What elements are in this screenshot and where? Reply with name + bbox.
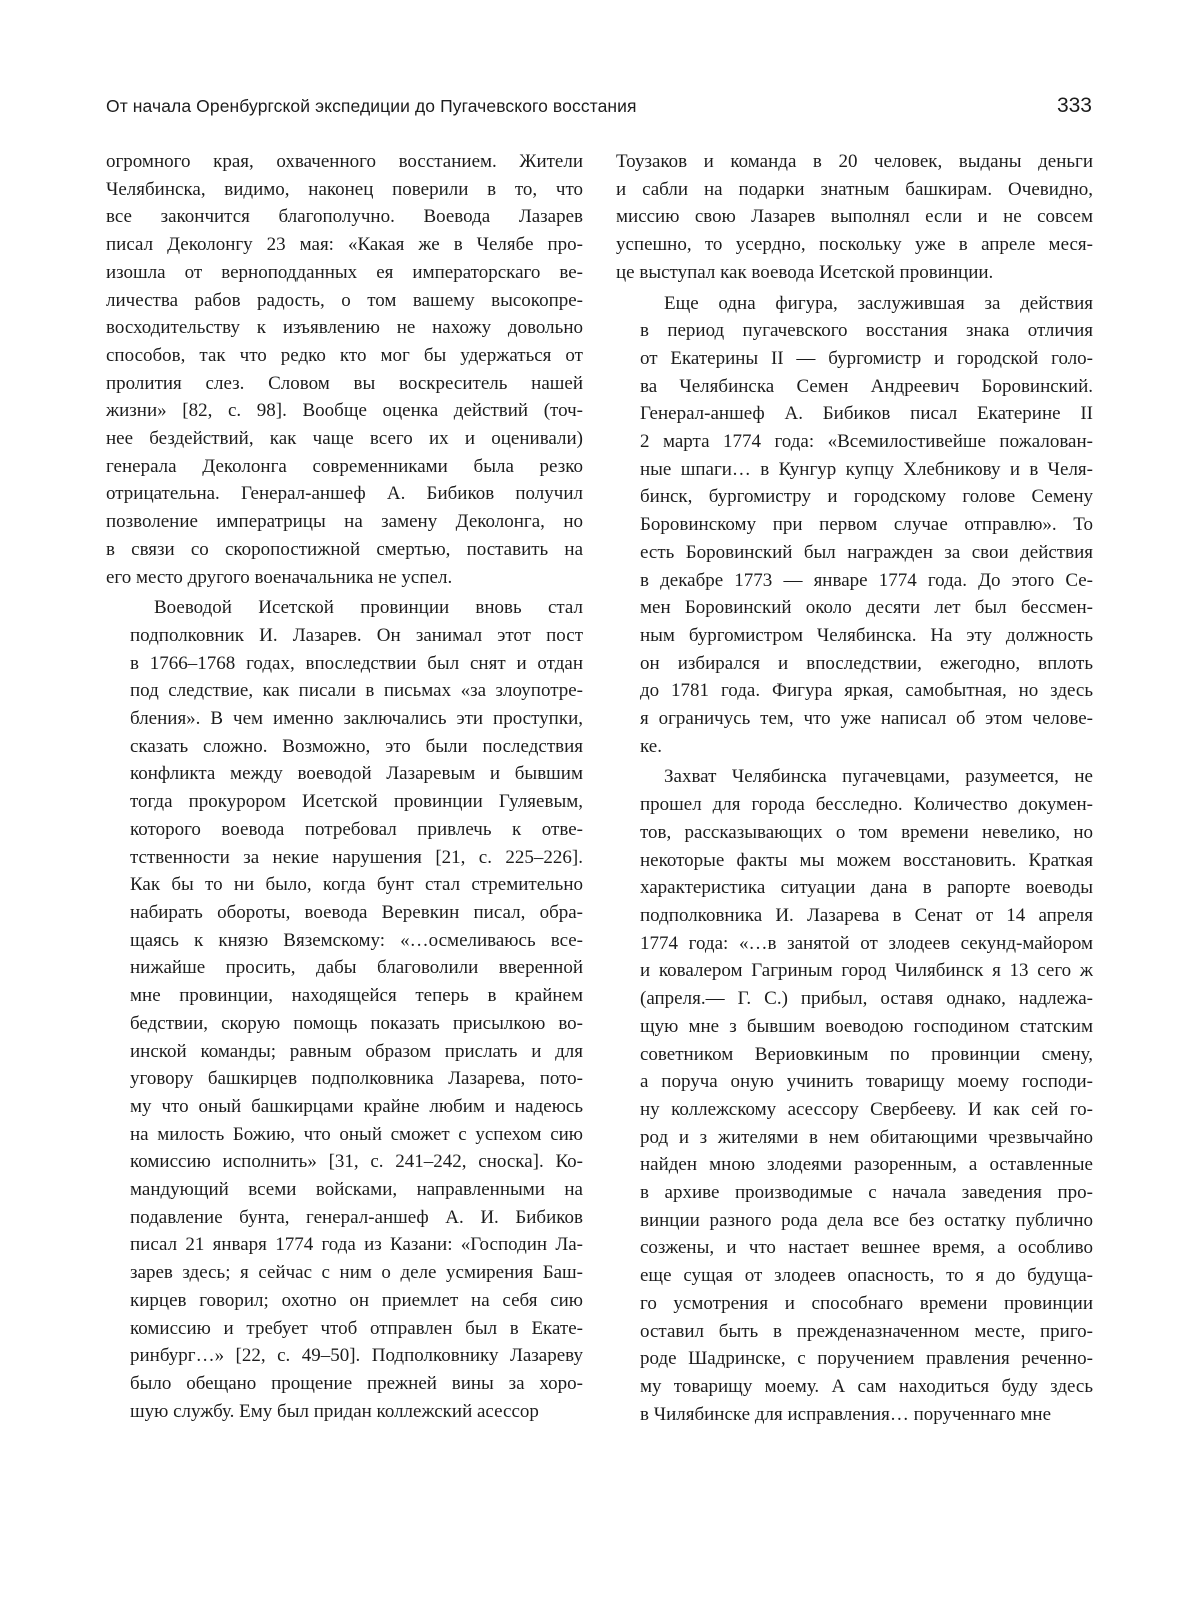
- text-line: бления». В чем именно заключались эти проступки,: [130, 708, 583, 730]
- text-line: миссию свою Лазарев выполнял если и не совсем: [616, 206, 1093, 228]
- text-line: му товарищу моему. А сам находиться буду здесь: [640, 1375, 1093, 1397]
- paragraph: [616, 290, 1093, 761]
- text-line: род и з жителями в нем обитающими чрезвычайно: [640, 1126, 1093, 1148]
- running-head-title: От начала Оренбургской экспедиции до Пугачевского восстания: [106, 96, 637, 116]
- text-line: советником Вериовкиным по провинции смену,: [640, 1043, 1093, 1065]
- text-line: 1774 года: «…в занятой от злодеев секунд-майором: [640, 932, 1093, 954]
- text-line: Еще одна фигура, заслужившая за действия: [664, 292, 1093, 314]
- text-line: ным бургомистром Челябинска. На эту должность: [640, 624, 1093, 646]
- text-line: подполковник И. Лазарев. Он занимал этот пост: [130, 624, 583, 646]
- text-line: оставил быть в прежденазначенном месте, приго-: [640, 1320, 1093, 1342]
- text-line: щаясь к князю Вяземскому: «…осмеливаюсь все-: [130, 929, 583, 951]
- text-line: набирать обороты, воевода Веревкин писал, обра-: [130, 901, 583, 923]
- text-line: генерала Деколонга современниками была резко: [106, 455, 583, 477]
- text-line: мен Боровинский около десяти лет был бессмен-: [640, 597, 1093, 619]
- text-line: инской команды; равным образом прислать и для: [130, 1040, 583, 1062]
- text-line: ные шпаги… в Кунгур купцу Хлебникову и в Челя-: [640, 458, 1093, 480]
- text-line: 2 марта 1774 года: «Всемилостивейше пожалован-: [640, 431, 1093, 453]
- text-line: кирцев говорил; охотно он приемлет на себя сию: [130, 1289, 583, 1311]
- text-line: и ковалером Гагриным город Чилябинск я 13 сего ж: [640, 960, 1093, 982]
- text-line: роде Шадринске, с поручением правления реченно-: [640, 1348, 1093, 1370]
- text-line: му что оный башкирцами крайне любим и надеюсь: [130, 1095, 583, 1117]
- text-line: комиссию и требует чтоб отправлен был в Екате-: [130, 1317, 583, 1339]
- text-column-right: [616, 148, 1093, 1428]
- text-line: отрицательна. Генерал-аншеф А. Бибиков получил: [106, 483, 583, 505]
- text-line: прошел для города бесследно. Количество докумен-: [640, 794, 1093, 816]
- text-line: позволение императрицы на замену Деколонга, но: [106, 511, 583, 533]
- text-line: еще сущая от злодеев опасность, то я до будуща-: [640, 1265, 1093, 1287]
- text-line: в Чилябинске для исправления… порученнаго мне: [640, 1403, 1052, 1425]
- text-line: в архиве производимые с начала заведения про-: [640, 1182, 1093, 1204]
- text-line: на милость Божию, что оный сможет с успехом сию: [130, 1123, 583, 1145]
- text-line: найден мною злодеями разоренным, а оставленные: [640, 1154, 1093, 1176]
- text-line: в декабре 1773 — январе 1774 года. До этого Се-: [640, 569, 1093, 591]
- page-number: 333: [1056, 94, 1092, 117]
- text-line: его место другого военачальника не успел.: [106, 566, 453, 588]
- text-line: Генерал-аншеф А. Бибиков писал Екатерине II: [640, 403, 1093, 425]
- text-line: жизни» [82, с. 98]. Вообще оценка действий (точ-: [106, 400, 583, 422]
- text-line: подавление бунта, генерал-аншеф А. И. Бибиков: [130, 1206, 583, 1228]
- text-line: от Екатерины II — бургомистр и городской голо-: [640, 347, 1093, 369]
- text-line: конфликта между воеводой Лазаревым и бывшим: [130, 763, 583, 785]
- text-line: Как бы то ни было, когда бунт стал стремительно: [130, 874, 583, 896]
- text-line: а поруча оную учинить товарищу моему господи-: [640, 1071, 1093, 1093]
- text-line: щую мне з бывшим воеводою господином статским: [640, 1015, 1093, 1037]
- text-line: уговору башкирцев подполковника Лазарева, пото-: [130, 1068, 583, 1090]
- text-line: тственности за некие нарушения [21, с. 225–226].: [130, 846, 583, 868]
- text-line: в 1766–1768 годах, впоследствии был снят и отдан: [130, 652, 583, 674]
- text-line: мандующий всеми войсками, направленными на: [130, 1179, 583, 1201]
- text-line: сказать сложно. Возможно, это были последствия: [130, 735, 583, 757]
- text-line: Боровинскому при первом случае отправлю». То: [640, 514, 1093, 536]
- text-line: было обещано прощение прежней вины за хоро-: [130, 1372, 583, 1394]
- text-line: ринбург…» [22, с. 49–50]. Подполковнику Лазареву: [130, 1345, 583, 1367]
- text-line: (апреля.— Г. С.) прибыл, оставя однако, надлежа-: [640, 988, 1093, 1010]
- text-line: зарев здесь; я сейчас с ним о деле усмирения Баш-: [130, 1262, 583, 1284]
- text-line: нее бездействий, как чаще всего их и оценивали): [106, 428, 583, 450]
- text-line: до 1781 года. Фигура яркая, самобытная, но здесь: [640, 680, 1093, 702]
- text-line: личества рабов радость, о том вашему высокопре-: [106, 289, 583, 311]
- text-line: в связи со скоропостижной смертью, поставить на: [106, 538, 583, 560]
- text-line: под следствие, как писали в письмах «за злоупотре-: [130, 680, 583, 702]
- paragraph: [106, 148, 583, 591]
- text-line: огромного края, охваченного восстанием. Жители: [106, 151, 583, 172]
- text-line: изошла от верноподданных ея императорскаго ве-: [106, 261, 583, 283]
- text-line: винции разного рода дела все без остатку публично: [640, 1209, 1093, 1231]
- text-line: восходительству к изъявлению не нахожу довольно: [106, 317, 583, 339]
- text-line: комиссию исполнить» [31, с. 241–242, сноска]. Ко-: [130, 1151, 583, 1173]
- text-line: бинск, бургомистру и городскому голове Семену: [640, 486, 1093, 508]
- text-line: бедствии, скорую помощь показать присылкою во-: [130, 1012, 583, 1034]
- text-line: писал Деколонгу 23 мая: «Какая же в Челябе про-: [106, 234, 583, 256]
- text-line: все закончится благополучно. Воевода Лазарев: [106, 206, 583, 228]
- paragraph: [616, 763, 1093, 1428]
- text-column-left: [106, 148, 583, 1425]
- text-line: мне провинции, находящейся теперь в крайнем: [130, 985, 583, 1007]
- text-line: Тоузаков и команда в 20 человек, выданы деньги: [616, 151, 1093, 172]
- text-line: я ограничусь тем, что уже написал об этом челове-: [640, 708, 1093, 730]
- text-line: подполковника И. Лазарева в Сенат от 14 апреля: [640, 904, 1093, 926]
- text-line: тогда прокурором Исетской провинции Гуляевым,: [130, 791, 583, 813]
- text-line: есть Боровинский был награжден за свои действия: [640, 541, 1093, 563]
- text-line: шую службу. Ему был придан коллежский асессор: [130, 1400, 539, 1422]
- text-line: созжены, и что настает вешнее время, а особливо: [640, 1237, 1093, 1259]
- text-line: которого воевода потребовал привлечь к отве-: [130, 818, 583, 840]
- text-line: писал 21 января 1774 года из Казани: «Господин Ла-: [130, 1234, 583, 1256]
- text-line: го усмотрения и способнаго времени провинции: [640, 1292, 1093, 1314]
- text-line: пролития слез. Словом вы воскреситель нашей: [106, 372, 583, 394]
- text-line: тов, рассказывающих о том времени невелико, но: [640, 821, 1093, 843]
- text-line: в период пугачевского восстания знака отличия: [640, 320, 1093, 342]
- text-line: он избирался и впоследствии, ежегодно, вплоть: [640, 652, 1093, 674]
- paragraph: [106, 594, 583, 1425]
- text-line: нижайше просить, дабы благоволили вверенной: [130, 957, 583, 979]
- text-line: Челябинска, видимо, наконец поверили в то, что: [106, 178, 583, 200]
- text-line: ну коллежскому асессору Свербееву. И как сей го-: [640, 1098, 1093, 1120]
- text-line: и сабли на подарки знатным башкирам. Очевидно,: [616, 178, 1093, 200]
- text-line: некоторые факты мы можем восстановить. Краткая: [640, 849, 1093, 871]
- text-line: ке.: [640, 735, 662, 757]
- text-line: це выступал как воевода Исетской провинции.: [616, 261, 994, 283]
- text-line: характеристика ситуации дана в рапорте воеводы: [640, 877, 1093, 899]
- text-line: ва Челябинска Семен Андреевич Боровинский.: [640, 375, 1093, 397]
- paragraph: [616, 148, 1093, 287]
- text-line: Воеводой Исетской провинции вновь стал: [154, 597, 583, 619]
- text-line: успешно, то усердно, поскольку уже в апреле меся-: [616, 234, 1093, 256]
- text-line: способов, так что редко кто мог бы удержаться от: [106, 344, 583, 366]
- text-line: Захват Челябинска пугачевцами, разумеется, не: [664, 766, 1093, 788]
